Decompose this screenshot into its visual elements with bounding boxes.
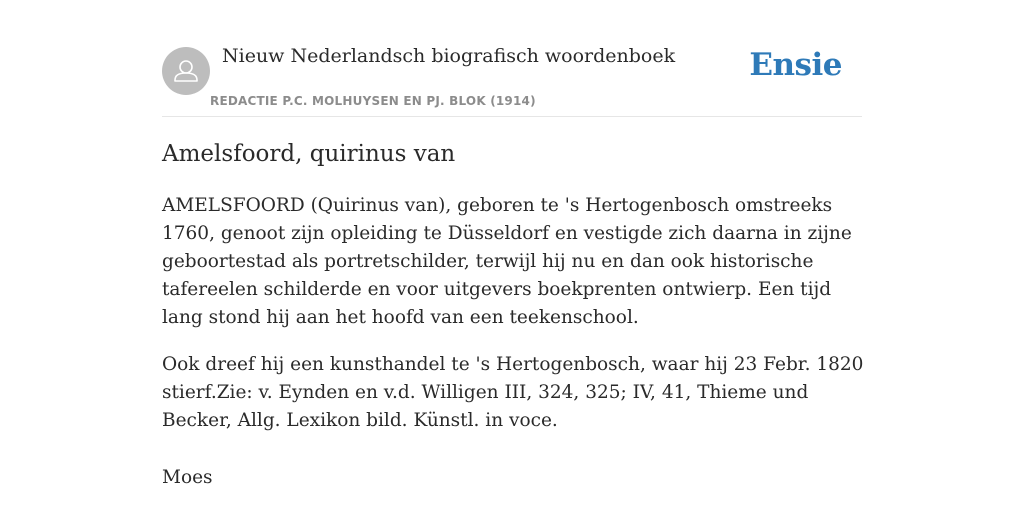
- editors-line: REDACTIE P.C. MOLHUYSEN EN PJ. BLOK (1914): [210, 94, 536, 108]
- brand-logo[interactable]: Ensie: [749, 47, 842, 83]
- article-author: Moes: [162, 467, 213, 488]
- book-title[interactable]: Nieuw Nederlandsch biografisch woordenboek: [222, 45, 676, 67]
- header: [162, 0, 862, 117]
- article-paragraph: Ook dreef hij een kunsthandel te 's Hertogenbosch, waar hij 23 Febr. 1820 stierf.Zie: v. Eynden en v.d. Willigen III, 324, 325; IV, 41, Thieme und Becker, Allg. Lexikon bild. Künstl. in voce.: [162, 354, 864, 431]
- avatar[interactable]: [162, 47, 210, 95]
- user-icon: [162, 47, 210, 95]
- article-title: Amelsfoord, quirinus van: [162, 141, 456, 167]
- article-paragraph: AMELSFOORD (Quirinus van), geboren te 's Hertogenbosch omstreeks 1760, genoot zijn opleiding te Düsseldorf en vestigde zich daarna in zijne geboortestad als portretschilder, terwijl hij nu en dan ook historische tafereelen schilderde en voor uitgevers boekprenten ontwierp. Een tijd lang stond hij aan het hoofd van een teekenschool.: [162, 195, 852, 328]
- article: [162, 138, 864, 492]
